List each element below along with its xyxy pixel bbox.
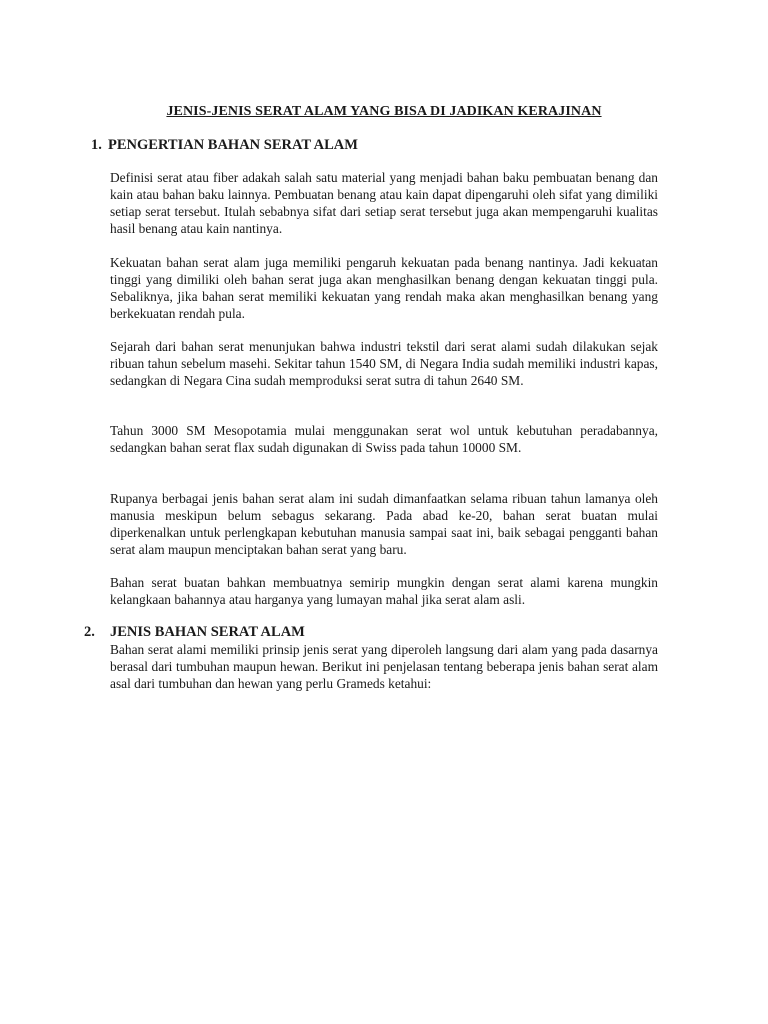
section-1-number: 1. [91,137,102,153]
section-1-paragraph-4: Tahun 3000 SM Mesopotamia mulai menggunakan serat wol untuk kebutuhan peradabannya, sedangkan bahan serat flax sudah digunakan di Swiss pada tahun 10000 SM. [110,423,658,455]
section-1-paragraph-2: Kekuatan bahan serat alam juga memiliki pengaruh kekuatan pada benang nantinya. Jadi kekuatan tinggi yang dimiliki oleh bahan serat juga akan menghasilkan benang dengan kekuatan tinggi pula. Sebaliknya, jika bahan serat memiliki kekuatan yang rendah maka akan menghasilkan benang yang berkekuatan rendah pula. [110,255,658,321]
section-2-number: 2. [84,624,95,640]
section-1-paragraph-3: Sejarah dari bahan serat menunjukan bahwa industri tekstil dari serat alami sudah dilakukan sejak ribuan tahun sebelum masehi. Sekitar tahun 1540 SM, di Negara India sudah memiliki industri kapas, sedangkan di Negara Cina sudah memproduksi serat sutra di tahun 2640 SM. [110,339,658,388]
section-1-heading [91,137,358,154]
section-1-paragraph-6: Bahan serat buatan bahkan membuatnya semirip mungkin dengan serat alami karena mungkin kelangkaan bahannya atau harganya yang lumayan mahal jika serat alam asli. [110,575,658,607]
section-1-paragraph-1: Definisi serat atau fiber adakah salah satu material yang menjadi bahan baku pembuatan benang dan kain atau bahan baku lainnya. Pembuatan benang atau kain dapat dipengaruhi oleh sifat yang dimiliki setiap serat tersebut. Itulah sebabnya sifat dari setiap serat tersebut juga akan mempengaruhi kualitas hasil benang atau kain nantinya. [110,170,658,236]
section-1-heading-text: PENGERTIAN BAHAN SERAT ALAM [108,137,358,153]
document-title: JENIS-JENIS SERAT ALAM YANG BISA DI JADIKAN KERAJINAN [166,104,602,119]
section-2-heading-text: JENIS BAHAN SERAT ALAM [110,624,305,640]
section-1-paragraph-5: Rupanya berbagai jenis bahan serat alam ini sudah dimanfaatkan selama ribuan tahun lamanya oleh manusia meskipun belum sebagus sekarang. Pada abad ke-20, bahan serat buatan mulai diperkenalkan untuk perlengkapan kebutuhan manusia sampai saat ini, baik sebagai pengganti bahan serat alam maupun menciptakan bahan serat yang baru. [110,491,658,557]
section-2-paragraph-1: Bahan serat alami memiliki prinsip jenis serat yang diperoleh langsung dari alam yang pada dasarnya berasal dari tumbuhan maupun hewan. Berikut ini penjelasan tentang beberapa jenis bahan serat alam asal dari tumbuhan dan hewan yang perlu Grameds ketahui: [110,642,658,691]
section-2-heading [84,624,305,641]
